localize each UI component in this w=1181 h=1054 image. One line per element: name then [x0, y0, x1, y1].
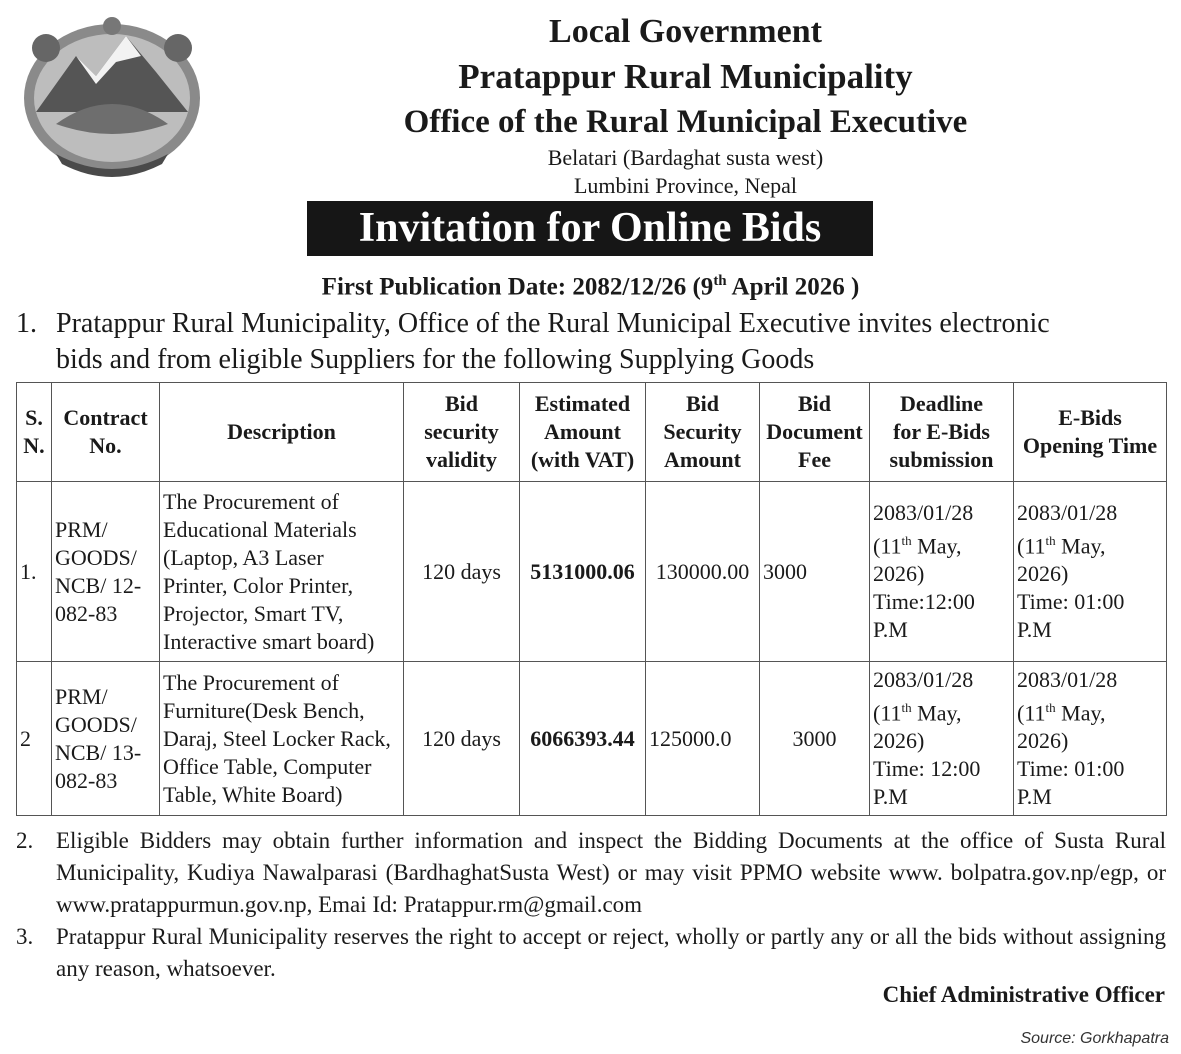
- header-bid-security-amount: Bid Security Amount: [646, 383, 760, 482]
- header-description: Description: [160, 383, 404, 482]
- office-name: Office of the Rural Municipal Executive: [403, 104, 968, 140]
- header-line-1: Local Government: [549, 13, 822, 50]
- header-opening-time: E-Bids Opening Time: [1014, 383, 1167, 482]
- row-validity: 120 days: [404, 482, 520, 662]
- notice-title: Invitation for Online Bids: [307, 201, 873, 256]
- paragraph-1-line-2: bids and from eligible Suppliers for the following Supplying Goods: [56, 344, 815, 375]
- source-credit: Source: Gorkhapatra: [1020, 1030, 1169, 1047]
- municipality-name: Pratappur Rural Municipality: [458, 57, 913, 96]
- header-bid-document-fee: Bid Document Fee: [760, 383, 870, 482]
- header-estimated-amount: Estimated Amount (with VAT): [520, 383, 646, 482]
- row-deadline: 2083/01/28 (11th May, 2026) Time: 12:00 P.M: [870, 662, 1014, 816]
- signature-title: Chief Administrative Officer: [882, 982, 1165, 1007]
- letterhead: [230, 10, 1141, 200]
- row-description: The Procurement of Furniture(Desk Bench, Daraj, Steel Locker Rack, Office Table, Computer Table, White Board): [160, 662, 404, 816]
- paragraph-3-text: Pratappur Rural Municipality reserves the right to accept or reject, wholly or partly any or all the bids without assigning any reason, whatsoever.: [56, 924, 1166, 981]
- row-document-fee: 3000: [760, 482, 870, 662]
- row-contract-no: PRM/ GOODS/ NCB/ 13- 082-83: [52, 662, 160, 816]
- row-opening-time: 2083/01/28 (11th May, 2026) Time: 01:00 P.M: [1014, 662, 1167, 816]
- table-header-row: [17, 383, 1167, 482]
- row-estimated-amount: 6066393.44: [520, 662, 646, 816]
- paragraph-3-number: 3.: [16, 924, 34, 949]
- row-description: The Procurement of Educational Materials (Laptop, A3 Laser Printer, Color Printer, Projector, Smart TV, Interactive smart board): [160, 482, 404, 662]
- publication-date-sup: th: [713, 273, 727, 289]
- row-security-amount: 130000.00: [646, 482, 760, 662]
- paragraph-1: [16, 306, 1166, 378]
- publication-date-text: First Publication Date: 2082/12/26 (9: [321, 273, 714, 301]
- paragraph-2: [16, 825, 1166, 921]
- row-opening-time: 2083/01/28 (11th May, 2026) Time: 01:00 P.M: [1014, 482, 1167, 662]
- row-contract-no: PRM/ GOODS/ NCB/ 12- 082-83: [52, 482, 160, 662]
- table-row: [17, 482, 1167, 662]
- paragraph-1-number: 1.: [16, 308, 37, 339]
- paragraph-2-text: Eligible Bidders may obtain further information and inspect the Bidding Documents at the office of Susta Rural Municipality, Kudiya Nawalparasi (BardhaghatSusta West) or may visit PPMO website www. bolpatra.gov.np/egp, or www.pratappurmun.gov.np, Emai Id: Pratappur.rm@gmail.com: [56, 828, 1166, 917]
- row-document-fee: 3000: [760, 662, 870, 816]
- paragraph-2-number: 2.: [16, 828, 34, 853]
- header-bid-security-validity: Bid security validity: [404, 383, 520, 482]
- row-deadline: 2083/01/28 (11th May, 2026) Time:12:00 P.M: [870, 482, 1014, 662]
- row-sn: 1.: [17, 482, 52, 662]
- address-line-1: Belatari (Bardaghat susta west): [547, 145, 824, 170]
- address-line-2: Lumbini Province, Nepal: [573, 173, 797, 198]
- row-security-amount: 125000.0: [646, 662, 760, 816]
- paragraphs-2-3: [16, 825, 1166, 985]
- paragraph-3: [16, 921, 1166, 985]
- header-sn: S. N.: [17, 383, 52, 482]
- bids-table: [16, 382, 1167, 816]
- publication-date: [0, 265, 1181, 303]
- row-validity: 120 days: [404, 662, 520, 816]
- government-emblem: [16, 14, 208, 178]
- publication-date-rest: April 2026 ): [726, 273, 860, 301]
- header-deadline: Deadline for E-Bids submission: [870, 383, 1014, 482]
- row-estimated-amount: 5131000.06: [520, 482, 646, 662]
- row-sn: 2: [17, 662, 52, 816]
- paragraph-1-line-1: Pratappur Rural Municipality, Office of the Rural Municipal Executive invites electronic: [56, 308, 1050, 339]
- header-contract-no: Contract No.: [52, 383, 160, 482]
- table-row: [17, 662, 1167, 816]
